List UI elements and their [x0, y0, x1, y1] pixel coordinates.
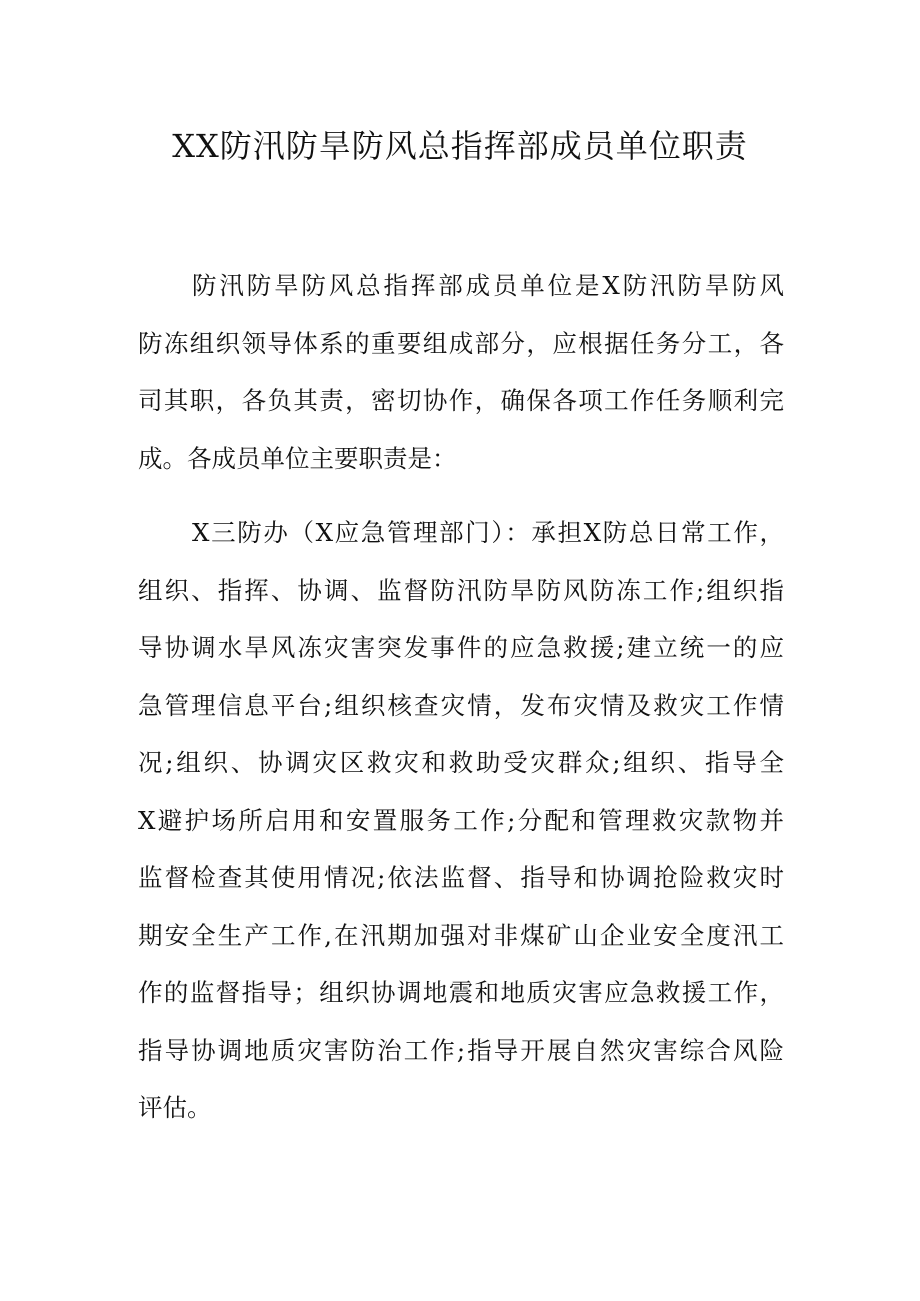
paragraph-line: 防冻组织领导体系的重要组成部分，应根据任务分工，各 [138, 328, 784, 358]
document-title: XX防汛防旱防风总指挥部成员单位职责 [172, 127, 748, 165]
paragraph-line: 成。各成员单位主要职责是： [138, 443, 457, 473]
paragraph-line: 评估。 [138, 1093, 212, 1122]
paragraph-line: 监督检查其使用情况;依法监督、指导和协调抢险救灾时 [138, 863, 784, 892]
duties-paragraph [138, 504, 784, 1137]
paragraph-line: 期安全生产工作,在汛期加强对非煤矿山企业安全度汛工 [138, 920, 784, 950]
paragraph-line: 况;组织、协调灾区救灾和救助受灾群众;组织、指导全 [138, 748, 784, 777]
paragraph-line: 防汛防旱防风总指挥部成员单位是X防汛防旱防风 [192, 271, 784, 300]
paragraph-line: 指导协调地质灾害防治工作;指导开展自然灾害综合风险 [138, 1035, 784, 1065]
intro-paragraph [138, 257, 784, 487]
paragraph-line: 组织、指挥、协调、监督防汛防旱防风防冻工作;组织指 [138, 575, 784, 605]
paragraph-line: 导协调水旱风冻灾害突发事件的应急救援;建立统一的应 [138, 633, 784, 662]
paragraph-line: X三防办（X应急管理部门）：承担X防总日常工作， [192, 518, 784, 547]
paragraph-line: 作的监督指导；组织协调地震和地质灾害应急救援工作， [138, 978, 784, 1007]
paragraph-line: 司其职，各负其责，密切协作，确保各项工作任务顺利完 [138, 386, 784, 415]
paragraph-line: X避护场所启用和安置服务工作;分配和管理救灾款物并 [138, 805, 784, 835]
paragraph-line: 急管理信息平台;组织核查灾情，发布灾情及救灾工作情 [138, 690, 784, 720]
